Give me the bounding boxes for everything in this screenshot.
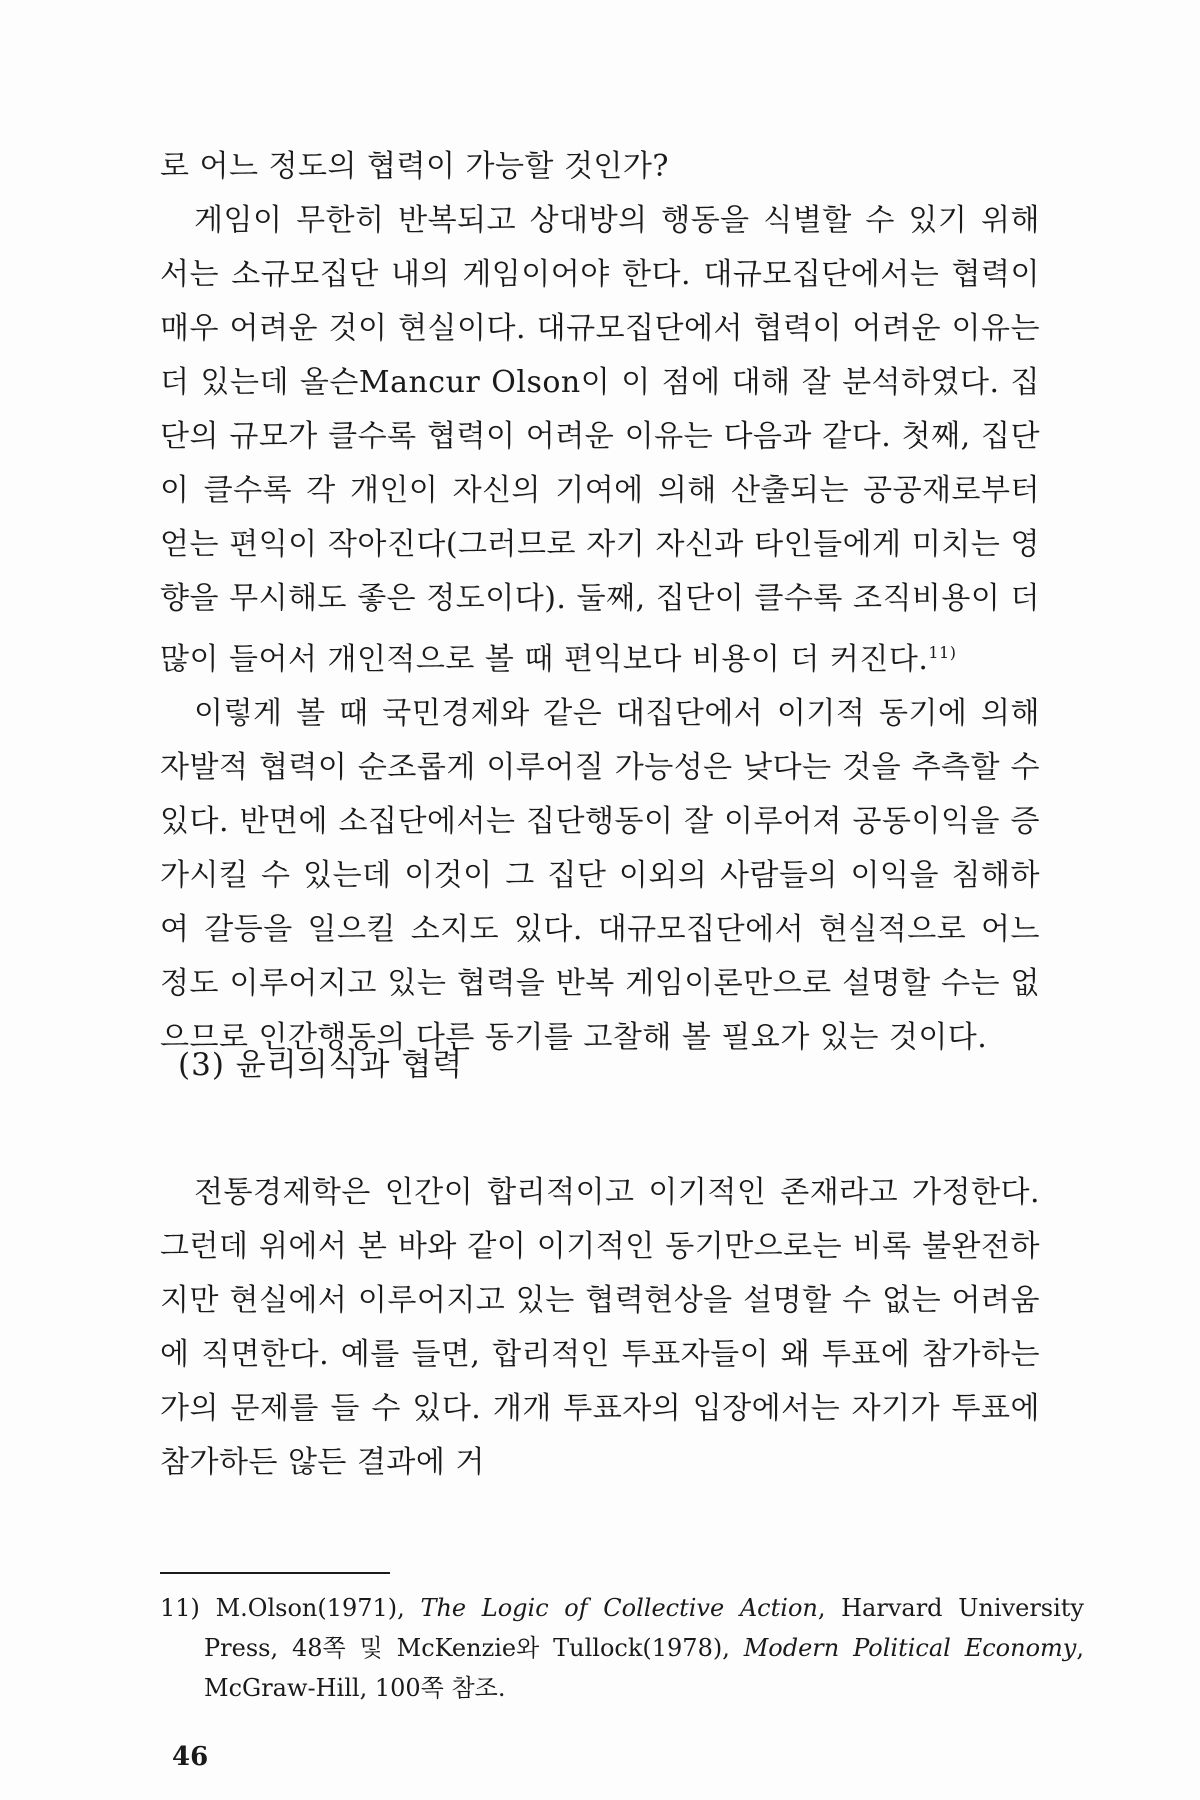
footnote-text-2: , Harvard University Press, 48쪽 및 McKenzie와 Tullock(1978), [204,1594,1084,1662]
body-text-top [160,140,1040,1065]
footnote-text-3: , McGraw-Hill, 100쪽 참조. [204,1634,1084,1702]
footnote-text-1: M.Olson(1971), [215,1594,421,1622]
footnote-number: 11) [160,1594,200,1622]
section-heading: (3) 윤리의식과 협력 [178,1047,464,1083]
paragraph-olson-text: 게임이 무한히 반복되고 상대방의 행동을 식별할 수 있기 위해서는 소규모집단 내의 게임이어야 한다. 대규모집단에서는 협력이 매우 어려운 것이 현실이다. 대규모집단에서 협력이 어려운 이유는 더 있는데 올슨Mancur Olson이 이 점에 대해 잘 분석하였다. 집단의 규모가 클수록 협력이 어려운 이유는 다음과 같다. 첫째, 집단이 클수록 각 개인이 자신의 기여에 의해 산출되는 공공재로부터 얻는 편익이 작아진다(그러므로 자기 자신과 타인들에게 미치는 영향을 무시해도 좋은 정도이다). 둘째, 집단이 클수록 조직비용이 더 많이 들어서 개인적으로 볼 때 편익보다 비용이 더 커진다. [160,203,1040,677]
paragraph-continuation: 로 어느 정도의 협력이 가능할 것인가? [160,149,669,184]
footnote-reference: 11) [928,643,957,662]
footnote-title-1: The Logic of Collective Action [420,1594,818,1622]
paragraph-olson [160,194,1040,687]
page-number: 46 [172,1742,209,1772]
footnote-title-2: Modern Political Economy [743,1634,1077,1662]
footnote [160,1588,1084,1708]
paragraph-large-group: 이렇게 볼 때 국민경제와 같은 대집단에서 이기적 동기에 의해 자발적 협력이 순조롭게 이루어질 가능성은 낮다는 것을 추측할 수 있다. 반면에 소집단에서는 집단행동이 잘 이루어져 공동이익을 증가시킬 수 있는데 이것이 그 집단 이외의 사람들의 이익을 침해하여 갈등을 일으킬 소지도 있다. 대규모집단에서 현실적으로 어느 정도 이루어지고 있는 협력을 반복 게임이론만으로 설명할 수는 없으므로 인간행동의 다른 동기를 고찰해 볼 필요가 있는 것이다. [160,696,1040,1055]
paragraph-traditional-economics: 전통경제학은 인간이 합리적이고 이기적인 존재라고 가정한다. 그런데 위에서 본 바와 같이 이기적인 동기만으로는 비록 불완전하지만 현실에서 이루어지고 있는 협력현상을 설명할 수 없는 어려움에 직면한다. 예를 들면, 합리적인 투표자들이 왜 투표에 참가하는가의 문제를 들 수 있다. 개개 투표자의 입장에서는 자기가 투표에 참가하든 않든 결과에 거 [160,1175,1040,1480]
footnote-divider [160,1572,390,1574]
body-text-bottom [160,1166,1040,1490]
